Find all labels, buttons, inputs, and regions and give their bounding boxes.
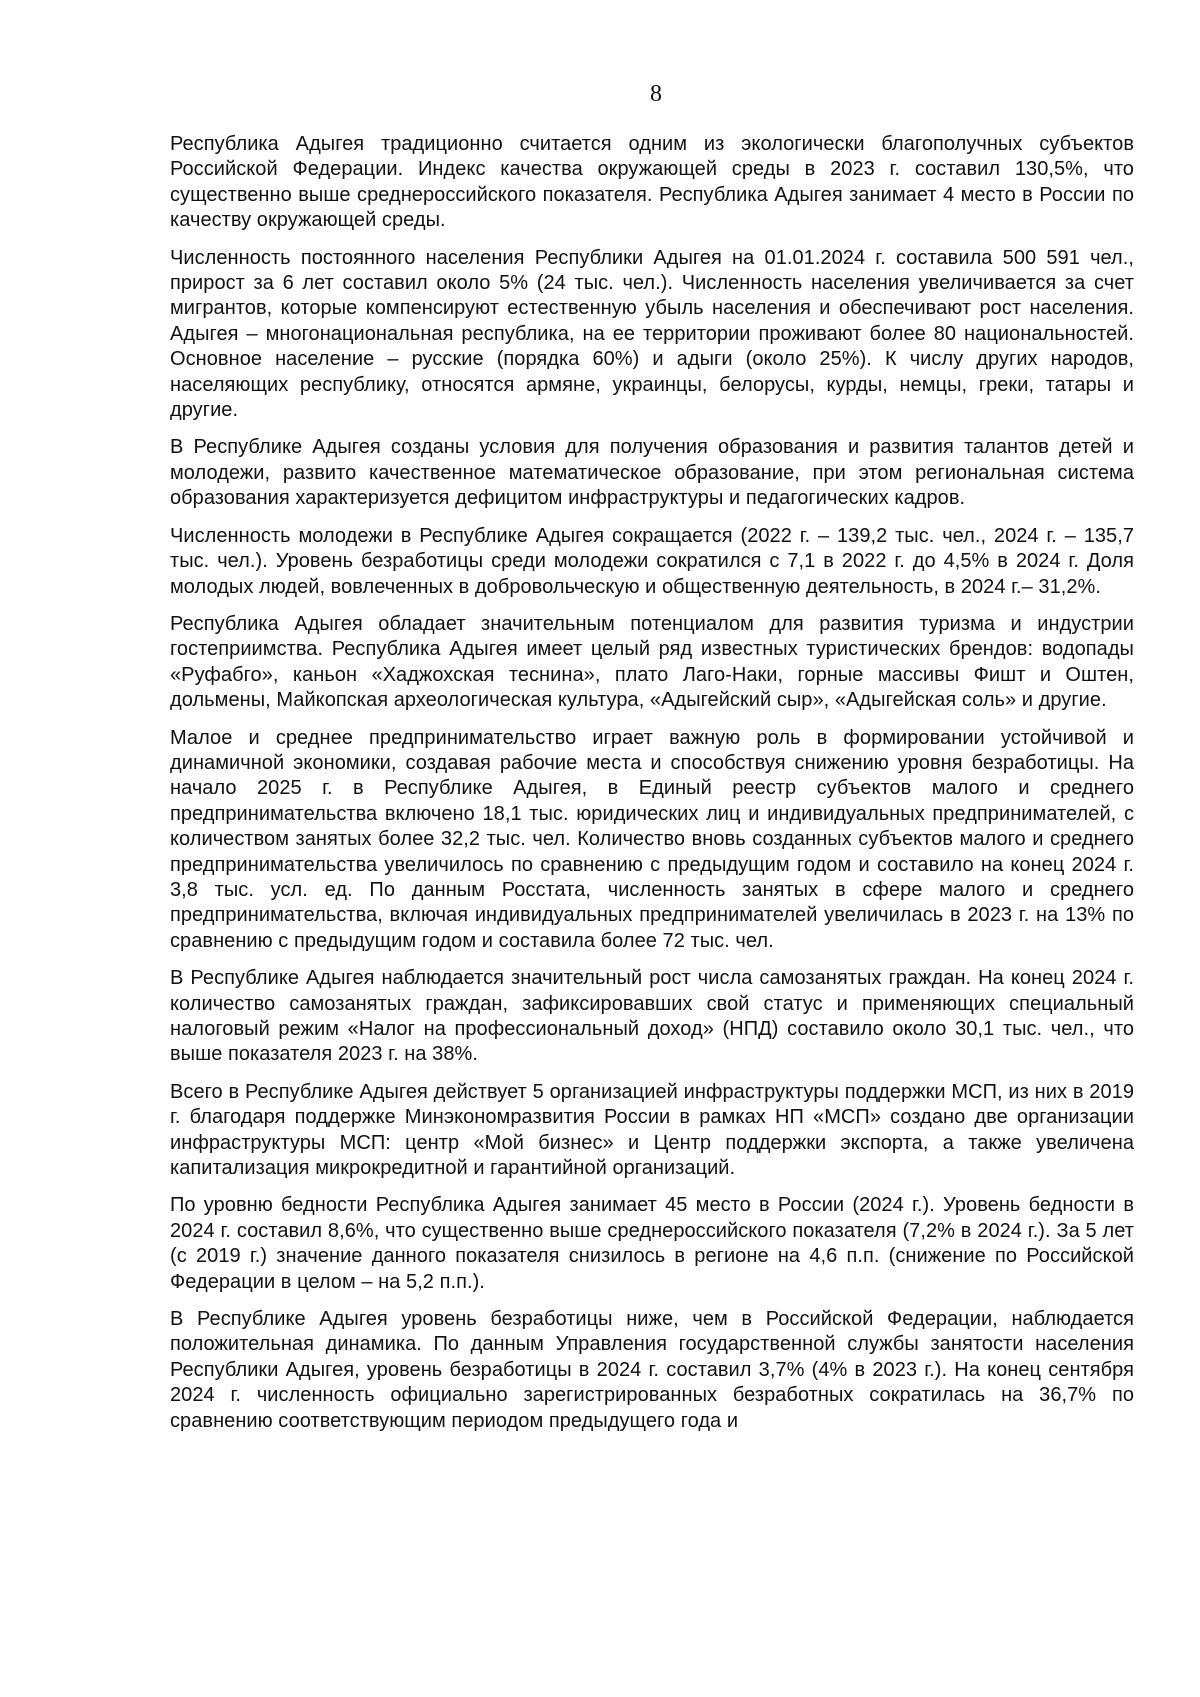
- paragraph-tourism: Республика Адыгея обладает значительным потенциалом для развития туризма и индустрии гостеприимства. Республика Адыгея имеет целый ряд известных туристических брендов: водопады «Руфабго», каньон «Хаджохская теснина», плато Лаго-Наки, горные массивы Фишт и Оштен, дольмены, Майкопская археологическая культура, «Адыгейский сыр», «Адыгейская соль» и другие.: [170, 612, 1134, 712]
- paragraph-unemployment: В Республике Адыгея уровень безработицы ниже, чем в Российской Федерации, наблюдается положительная динамика. По данным Управления государственной службы занятости населения Республики Адыгея, уровень безработицы в 2024 г. составил 3,7% (4% в 2023 г.). На конец сентября 2024 г. численность официально зарегистрированных безработных сократилась на 36,7% по сравнению соответствующим периодом предыдущего года и: [170, 1308, 1134, 1432]
- paragraph-sme-infrastructure: Всего в Республике Адыгея действует 5 организацией инфраструктуры поддержки МСП, из них в 2019 г. благодаря поддержке Минэкономразвития России в рамках НП «МСП» создано две организации инфраструктуры МСП: центр «Мой бизнес» и Центр поддержки экспорта, а также увеличена капитализация микрокредитной и гарантийной организаций.: [170, 1080, 1134, 1180]
- page-number: 8: [650, 81, 662, 107]
- paragraph-youth: Численность молодежи в Республике Адыгея сокращается (2022 г. – 139,2 тыс. чел., 2024 г. – 135,7 тыс. чел.). Уровень безработицы среди молодежи сократился с 7,1 в 2022 г. до 4,5% в 2024 г. Доля молодых людей, вовлеченных в добровольческую и общественную деятельность, в 2024 г.– 31,2%.: [170, 524, 1134, 598]
- paragraph-ecology: Республика Адыгея традиционно считается одним из экологически благополучных субъектов Российской Федерации. Индекс качества окружающей среды в 2023 г. составил 130,5%, что существенно выше среднероссийского показателя. Республика Адыгея занимает 4 место в России по качеству окружающей среды.: [170, 133, 1134, 232]
- paragraph-self-employed: В Республике Адыгея наблюдается значительный рост числа самозанятых граждан. На конец 2024 г. количество самозанятых граждан, зафиксировавших свой статус и применяющих специальный налоговый режим «Налог на профессиональный доход» (НПД) составило около 30,1 тыс. чел., что выше показателя 2023 г. на 38%.: [170, 967, 1134, 1066]
- document-body: [170, 132, 1134, 1446]
- paragraph-small-business: Малое и среднее предпринимательство играет важную роль в формировании устойчивой и динамичной экономики, создавая рабочие места и способствуя снижению уровня безработицы. На начало 2025 г. в Республике Адыгея, в Единый реестр субъектов малого и среднего предпринимательства включено 18,1 тыс. юридических лиц и индивидуальных предпринимателей, с количеством занятых более 32,2 тыс. чел. Количество вновь созданных субъектов малого и среднего предпринимательства увеличилось по сравнению с предыдущим годом и составило на конец 2024 г. 3,8 тыс. усл. ед. По данным Росстата, численность занятых в сфере малого и среднего предпринимательства, включая индивидуальных предпринимателей увеличилась в 2023 г. на 13% по сравнению с предыдущим годом и составила более 72 тыс. чел.: [170, 726, 1134, 952]
- paragraph-poverty: По уровню бедности Республика Адыгея занимает 45 место в России (2024 г.). Уровень бедности в 2024 г. составил 8,6%, что существенно выше среднероссийского показателя (7,2% в 2024 г.). За 5 лет (с 2019 г.) значение данного показателя снизилось в регионе на 4,6 п.п. (снижение по Российской Федерации в целом – на 5,2 п.п.).: [170, 1194, 1134, 1293]
- paragraph-population: Численность постоянного населения Республики Адыгея на 01.01.2024 г. составила 500 591 чел., прирост за 6 лет составил около 5% (24 тыс. чел.). Численность населения увеличивается за счет мигрантов, которые компенсируют естественную убыль населения и обеспечивают рост населения. Адыгея – многонациональная республика, на ее территории проживают более 80 национальностей. Основное население – русские (порядка 60%) и адыги (около 25%). К числу других народов, населяющих республику, относятся армяне, украинцы, белорусы, курды, немцы, греки, татары и другие.: [170, 246, 1134, 422]
- paragraph-education: В Республике Адыгея созданы условия для получения образования и развития талантов детей и молодежи, развито качественное математическое образование, при этом региональная система образования характеризуется дефицитом инфраструктуры и педагогических кадров.: [170, 436, 1134, 510]
